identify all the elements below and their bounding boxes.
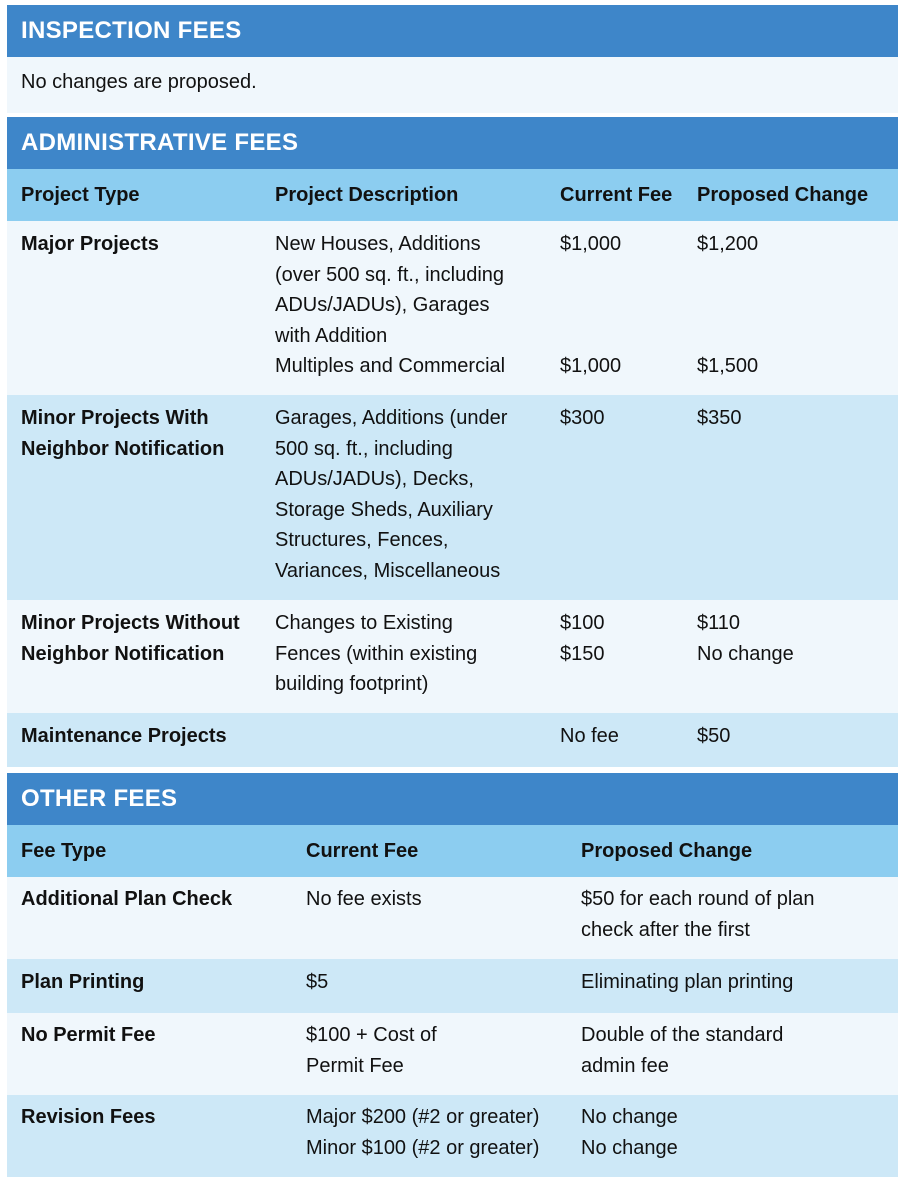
proposed-change-cell: $110 No change [697,612,794,665]
project-description-cell: New Houses, Additions (over 500 sq. ft., including ADUs/JADUs), Garages with Addition Multiples and Commercial [275,233,506,377]
fee-document [7,5,898,1177]
table-row [7,221,898,395]
inspection-fees-heading: INSPECTION FEES [7,5,898,57]
project-description-cell: Changes to Existing Fences (within existing building footprint) [275,612,478,695]
proposed-change-cell: $350 [697,407,742,429]
table-row [7,1095,898,1177]
current-fee-cell: $100 $150 [560,612,605,665]
table-row [7,600,898,713]
project-type-cell: Minor Projects With Neighbor Notification [21,407,225,460]
project-description-cell: Garages, Additions (under 500 sq. ft., including ADUs/JADUs), Decks, Storage Sheds, Auxiliary Structures, Fences, Variances, Miscellaneous [275,407,508,582]
other-fees-heading: OTHER FEES [7,773,898,825]
fee-type-cell: Revision Fees [21,1106,156,1128]
table-row [7,395,898,600]
current-fee-cell: Major $200 (#2 or greater) Minor $100 (#2 or greater) [306,1106,540,1159]
header-project-description: Project Description [275,183,459,206]
administrative-fees-heading: ADMINISTRATIVE FEES [7,117,898,169]
table-row [7,713,898,767]
proposed-change-cell: $50 [697,725,731,747]
current-fee-cell: $1,000 $1,000 [560,233,622,377]
current-fee-cell: $300 [560,407,605,429]
inspection-fees-note: No changes are proposed. [7,57,898,113]
table-row [7,959,898,1013]
header-current-fee: Current Fee [306,839,419,862]
proposed-change-cell: $50 for each round of plan check after the first [581,888,815,941]
current-fee-cell: $100 + Cost of Permit Fee [306,1024,437,1077]
table-row [7,1013,898,1095]
proposed-change-cell: $1,200 $1,500 [697,233,759,377]
header-project-type: Project Type [21,183,140,206]
header-current-fee: Current Fee [560,183,673,206]
administrative-header-row [7,169,898,221]
current-fee-cell: No fee [560,725,619,747]
current-fee-cell: No fee exists [306,888,422,910]
fee-type-cell: No Permit Fee [21,1024,156,1046]
header-proposed-change: Proposed Change [581,839,753,862]
header-proposed-change: Proposed Change [697,183,869,206]
fee-type-cell: Additional Plan Check [21,888,233,910]
project-type-cell: Major Projects [21,233,159,255]
other-header-row [7,825,898,877]
project-type-cell: Maintenance Projects [21,725,227,747]
current-fee-cell: $5 [306,971,329,993]
proposed-change-cell: Double of the standard admin fee [581,1024,784,1077]
header-fee-type: Fee Type [21,839,107,862]
project-type-cell: Minor Projects Without Neighbor Notification [21,612,240,665]
project-description-cell [261,721,546,767]
fee-type-cell: Plan Printing [21,971,145,993]
table-row [7,877,898,959]
proposed-change-cell: No change No change [581,1106,678,1159]
proposed-change-cell: Eliminating plan printing [581,971,794,993]
